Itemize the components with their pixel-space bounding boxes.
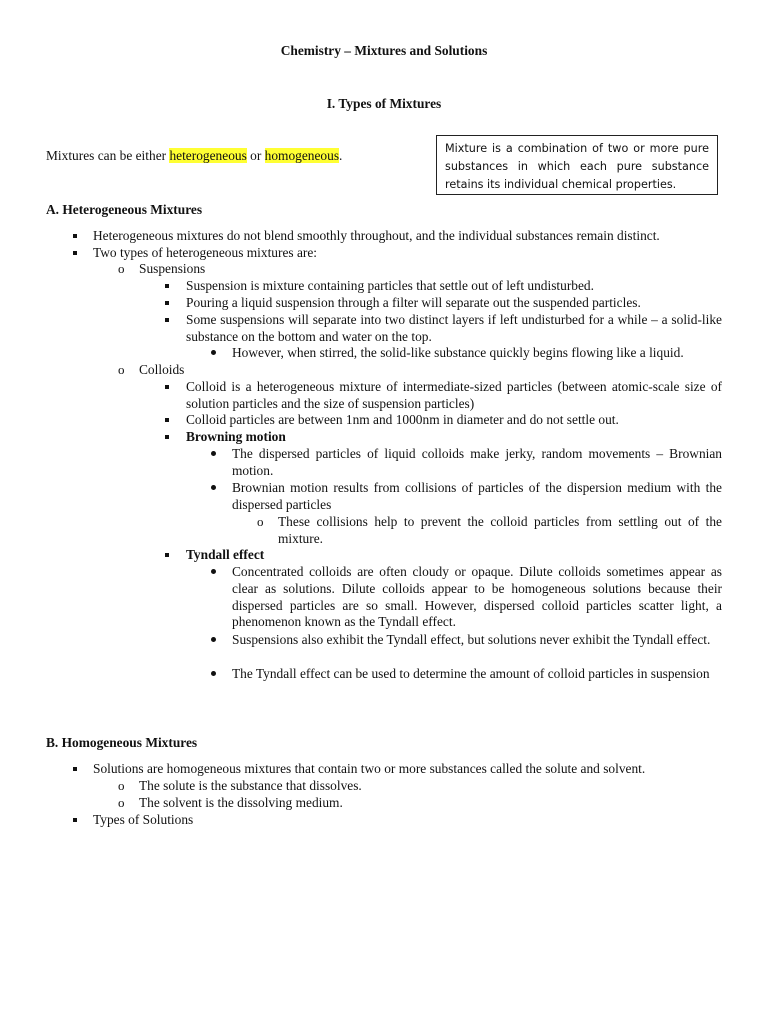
- intro-mid: or: [246, 148, 265, 163]
- list-item: The Tyndall effect can be used to determine the amount of colloid particles in suspension: [232, 666, 710, 681]
- definition-box: Mixture is a combination of two or more pure substances in which each pure substance retains its individual chemical properties.: [436, 135, 718, 195]
- highlight-heterogeneous: heterogeneous: [169, 148, 247, 163]
- list-item: Suspension is mixture containing particles that settle out of left undisturbed.: [186, 278, 594, 293]
- list-item: Two types of heterogeneous mixtures are:: [93, 245, 318, 260]
- list-item: Suspensions also exhibit the Tyndall effect, but solutions never exhibit the Tyndall effect.: [232, 632, 711, 647]
- heading-homogeneous: B. Homogeneous Mixtures: [46, 735, 198, 750]
- intro-post: .: [339, 148, 343, 163]
- intro-sentence: [46, 148, 342, 165]
- circle-bullet-icon: o: [257, 514, 264, 529]
- list-item-browning-motion: Browning motion: [186, 429, 286, 444]
- list-item-suspensions: Suspensions: [139, 261, 206, 276]
- heading-heterogeneous: A. Heterogeneous Mixtures: [46, 202, 203, 217]
- circle-bullet-icon: o: [118, 362, 125, 377]
- list-item: These collisions help to prevent the colloid particles from settling out of the mixture.: [278, 514, 722, 546]
- list-item: The solute is the substance that dissolves.: [139, 778, 362, 793]
- list-item: However, when stirred, the solid-like substance quickly begins flowing like a liquid.: [232, 345, 684, 360]
- list-item: Concentrated colloids are often cloudy or opaque. Dilute colloids sometimes appear as clear as solutions. Dilute colloids appear to be homogeneous solutions because their dispersed particles are so small. However, dispersed colloid particles scatter light, a phenomenon known as the Tyndall effect.: [232, 564, 722, 630]
- list-item: The solvent is the dissolving medium.: [139, 795, 343, 810]
- highlight-homogeneous: homogeneous: [264, 148, 340, 163]
- list-item: Pouring a liquid suspension through a filter will separate out the suspended particles.: [186, 295, 641, 310]
- circle-bullet-icon: o: [118, 795, 125, 810]
- list-item-colloids: Colloids: [139, 362, 185, 377]
- intro-pre: Mixtures can be either: [46, 148, 170, 163]
- list-item: Heterogeneous mixtures do not blend smoothly throughout, and the individual substances remain distinct.: [93, 228, 660, 243]
- circle-bullet-icon: o: [118, 778, 125, 793]
- list-item: Colloid particles are between 1nm and 1000nm in diameter and do not settle out.: [186, 412, 619, 427]
- list-item: Types of Solutions: [93, 812, 194, 827]
- list-item: Some suspensions will separate into two distinct layers if left undisturbed for a while – a solid-like substance on the bottom and water on the top.: [186, 312, 722, 344]
- list-item: Solutions are homogeneous mixtures that contain two or more substances called the solute and solvent.: [93, 761, 646, 776]
- list-item-tyndall-effect: Tyndall effect: [186, 547, 265, 562]
- section-title: I. Types of Mixtures: [326, 96, 442, 111]
- list-item: Brownian motion results from collisions of particles of the dispersion medium with the dispersed particles: [232, 480, 722, 512]
- document-title: Chemistry – Mixtures and Solutions: [280, 43, 488, 58]
- list-item: The dispersed particles of liquid colloids make jerky, random movements – Brownian motion.: [232, 446, 722, 478]
- list-item: Colloid is a heterogeneous mixture of intermediate-sized particles (between atomic-scale size of solution particles and the size of suspension particles): [186, 379, 722, 411]
- circle-bullet-icon: o: [118, 261, 125, 276]
